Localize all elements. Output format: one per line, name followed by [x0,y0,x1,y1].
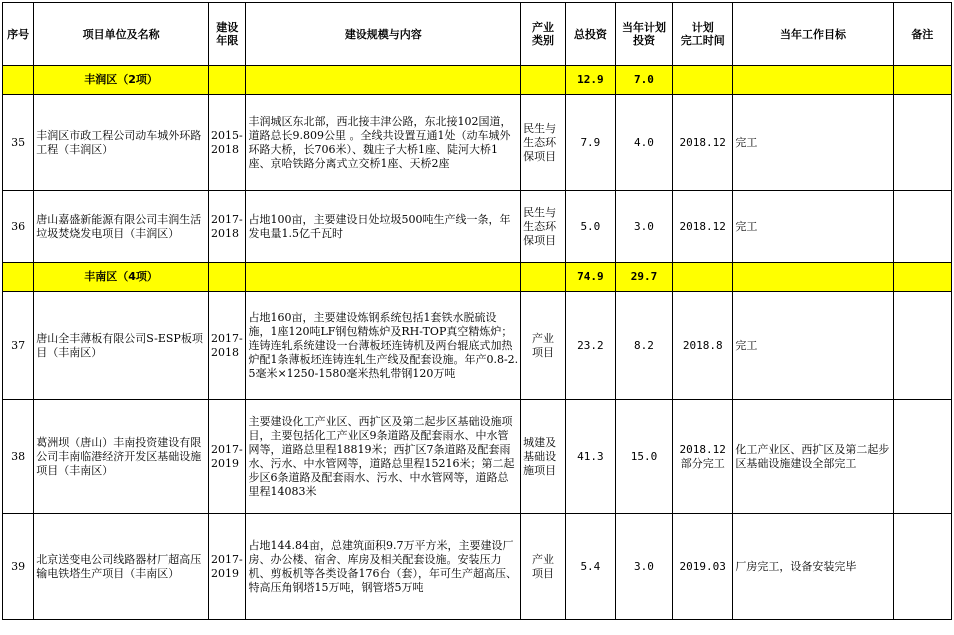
region-label: 丰润区（2项） [34,66,209,95]
region-seq-cell [3,263,34,292]
header-period: 建设 年限 [209,3,246,66]
region-empty-cell [521,66,566,95]
header-total: 总投资 [565,3,615,66]
row-finish: 2018.8 [673,292,733,400]
row-total: 41.3 [565,400,615,514]
row-finish: 2019.03 [673,514,733,620]
row-scope: 丰润城区东北部，西北接丰津公路，东北接102国道，道路总长9.809公里 。全线共设置互通1处（动车城外环路大桥，长706米）、魏庄子大桥1座、陡河大桥1座、京哈铁路分离式立交桥1座、天桥2座 [246,95,521,191]
row-goal: 完工 [733,292,893,400]
region-seq-cell [3,66,34,95]
row-goal: 完工 [733,191,893,263]
row-total: 5.0 [565,191,615,263]
row-total: 7.9 [565,95,615,191]
row-total: 5.4 [565,514,615,620]
row-note [893,514,951,620]
header-goal: 当年工作目标 [733,3,893,66]
row-period: 2017- 2019 [209,514,246,620]
region-empty-cell [209,66,246,95]
row-period: 2017- 2019 [209,400,246,514]
row-period: 2017- 2018 [209,191,246,263]
row-note [893,400,951,514]
row-seq: 35 [3,95,34,191]
table-row [3,292,952,400]
row-finish: 2018.12 [673,191,733,263]
row-note [893,191,951,263]
region-empty-cell [246,66,521,95]
table-row [3,191,952,263]
row-total: 23.2 [565,292,615,400]
row-note [893,95,951,191]
row-category: 产业 项目 [521,292,566,400]
row-category: 产业 项目 [521,514,566,620]
header-scope: 建设规模与内容 [246,3,521,66]
header-name: 项目单位及名称 [34,3,209,66]
row-category: 城建及基础设施项目 [521,400,566,514]
row-period: 2015- 2018 [209,95,246,191]
region-empty-cell [733,263,893,292]
header-note: 备注 [893,3,951,66]
row-seq: 36 [3,191,34,263]
row-category: 民生与生态环保项目 [521,95,566,191]
row-finish: 2018.12 部分完工 [673,400,733,514]
region-label: 丰南区（4项） [34,263,209,292]
region-plan: 7.0 [615,66,672,95]
row-plan: 15.0 [615,400,672,514]
region-empty-cell [893,263,951,292]
row-seq: 37 [3,292,34,400]
region-total: 12.9 [565,66,615,95]
region-empty-cell [893,66,951,95]
region-empty-cell [673,66,733,95]
region-empty-cell [246,263,521,292]
row-note [893,292,951,400]
row-name: 唐山全丰薄板有限公司S-ESP板项目（丰南区） [34,292,209,400]
region-total: 74.9 [565,263,615,292]
table-row [3,400,952,514]
row-scope: 占地144.84亩，总建筑面积9.7万平方米，主要建设厂房、办公楼、宿舍、库房及相关配套设施。安装压力机、剪板机等各类设备176台（套），年可生产超高压、特高压角钢塔15万吨，钢管塔5万吨 [246,514,521,620]
row-period: 2017- 2018 [209,292,246,400]
region-row [3,66,952,95]
project-table [2,2,952,620]
header-seq: 序号 [3,3,34,66]
table-row [3,514,952,620]
table-row [3,95,952,191]
region-plan: 29.7 [615,263,672,292]
region-empty-cell [673,263,733,292]
row-plan: 8.2 [615,292,672,400]
region-empty-cell [521,263,566,292]
row-category: 民生与生态环保项目 [521,191,566,263]
header-category: 产业 类别 [521,3,566,66]
row-scope: 占地100亩，主要建设日处垃圾500吨生产线一条，年发电量1.5亿千瓦时 [246,191,521,263]
region-empty-cell [209,263,246,292]
row-plan: 3.0 [615,514,672,620]
row-name: 葛洲坝（唐山）丰南投资建设有限公司丰南临港经济开发区基础设施项目（丰南区） [34,400,209,514]
row-seq: 38 [3,400,34,514]
region-row [3,263,952,292]
header-row [3,3,952,66]
row-plan: 3.0 [615,191,672,263]
row-name: 唐山嘉盛新能源有限公司丰润生活垃圾焚烧发电项目（丰润区） [34,191,209,263]
row-finish: 2018.12 [673,95,733,191]
row-plan: 4.0 [615,95,672,191]
region-empty-cell [733,66,893,95]
row-goal: 化工产业区、西扩区及第二起步区基础设施建设全部完工 [733,400,893,514]
header-plan: 当年计划 投资 [615,3,672,66]
row-scope: 主要建设化工产业区、西扩区及第二起步区基础设施项目，主要包括化工产业区9条道路及配套雨水、中水管网等，道路总里程18819米；西扩区7条道路及配套雨水、污水、中水管网等，道路总里程15216米；第二起步区6条道路及配套雨水、污水、中水管网等，道路总里程14083米 [246,400,521,514]
row-goal: 完工 [733,95,893,191]
row-name: 北京送变电公司线路器材厂超高压输电铁塔生产项目（丰南区） [34,514,209,620]
row-scope: 占地160亩，主要建设炼钢系统包括1套铁水脱硫设施，1座120吨LF钢包精炼炉及RH-TOP真空精炼炉；连铸连轧系统建设一台薄板坯连铸机及两台辊底式加热炉配1条薄板坯连铸连轧生产线及配套设施。年产0.8-2.5毫米×1250-1580毫米热轧带钢120万吨 [246,292,521,400]
row-goal: 厂房完工，设备安装完毕 [733,514,893,620]
header-finish: 计划 完工时间 [673,3,733,66]
row-name: 丰润区市政工程公司动车城外环路工程（丰润区） [34,95,209,191]
row-seq: 39 [3,514,34,620]
